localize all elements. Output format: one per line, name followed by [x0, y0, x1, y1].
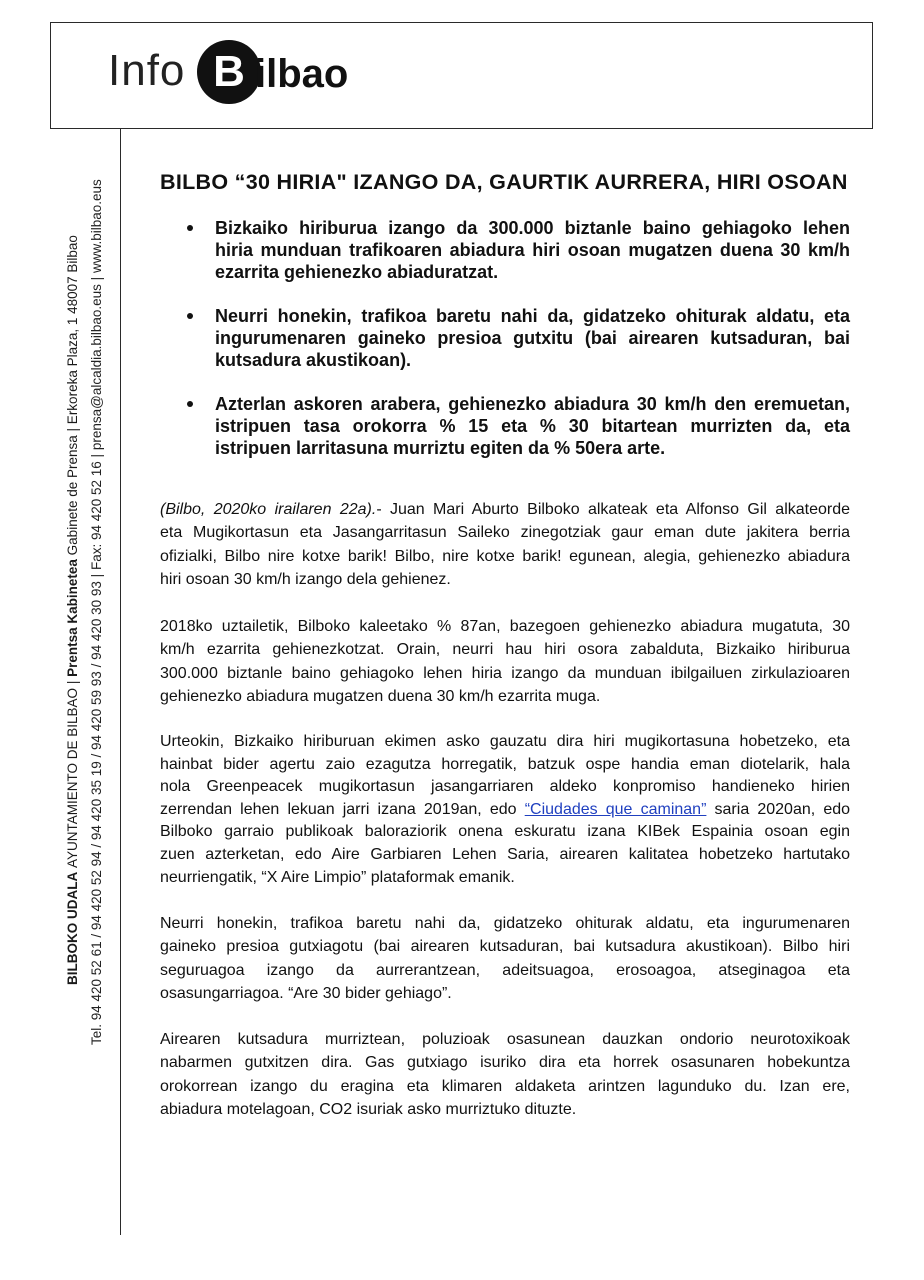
paragraph-line: eta Mugikortasun eta Jasangarritasun Saileko zinegotziak gaur eman dute jakitera berria — [160, 524, 850, 542]
paragraph-line: hainbat bider agertu zaio ezagutza horregatik, batzuk ospe handia eman diotelarik, hala — [160, 755, 850, 773]
separator: | — [89, 276, 104, 281]
paragraph-line: km/h ezarrita gehienezkotzat. Orain, neurri hau hiri osora zabalduta, Bizkaiko hiriburua — [160, 641, 850, 659]
paragraph-line: neurriengatik, “X Aire Limpio” plataformak emanik. — [160, 868, 515, 886]
ciudades-que-caminan-link[interactable]: “Ciudades que caminan” — [524, 800, 707, 818]
office-name-basque: Prentsa Kabinetea — [65, 559, 80, 677]
paragraph-line: Neurri honekin, trafikoa baretu nahi da, gidatzeko ohiturak aldatu, eta ingurumenaren — [160, 915, 850, 932]
paragraph-line: seguruagoa izango da aurrerantzean, adeitsuagoa, erosoagoa, atseginagoa eta — [160, 961, 850, 979]
logo-circle-initial: B — [197, 40, 261, 104]
paragraph-text: zerrendan lehen lekuan jarri izana 2019an, edo — [160, 800, 525, 818]
body-paragraph — [160, 615, 850, 708]
fax-number: Fax: 94 420 52 16 — [89, 461, 104, 571]
paragraph-line: hiri osoan 30 km/h izango dela gehienez. — [160, 570, 451, 588]
paragraph-line: Bilboko garraio publikoak baloraziorik onena eskuratu izana KIBek Espainia osoan egin — [160, 823, 850, 841]
paragraph-line: nabarmen gutxitzen dira. Gas gutxiago isuriko dira eta horrek osasunaren hobekuntza — [160, 1054, 850, 1072]
org-name-spanish: AYUNTAMIENTO DE BILBAO — [65, 687, 80, 868]
paragraph-line: nola Greenpeacek mugikortasun jasangarriaren aldeko konpromiso handieneko hirien — [160, 778, 850, 796]
paragraph-line: Urteokin, Bizkaiko hiriburuan ekimen asko gauzatu dira hiri mugikortasuna hobetzeko, eta — [160, 733, 850, 750]
highlight-item — [215, 305, 850, 371]
paragraph-line — [160, 498, 850, 521]
highlight-line: istripuen larritasuna murriztu egiten da % 50era arte. — [215, 438, 666, 458]
highlight-line: kutsadura akustikoan). — [215, 350, 412, 370]
paragraph-line: zuen azterketan, edo Aire Garbiaren Lehen Saria, airearen kalitatea hobetzeko hartutako — [160, 845, 850, 863]
highlight-line: Neurri honekin, trafikoa baretu nahi da, gidatzeko ohiturak aldatu, eta — [215, 306, 850, 326]
bullet-dot-icon — [187, 401, 193, 407]
paragraph-line: 300.000 biztanle baino gehiagoko lehen hiria izango da munduan ibilgailuen zirkulazioaren — [160, 664, 850, 682]
highlight-line: ezarrita gehienezko abiaduratzat. — [215, 262, 499, 282]
sidebar-org-info — [65, 150, 81, 985]
highlight-line: Bizkaiko hiriburua izango da 300.000 biztanle baino gehiagoko lehen — [215, 218, 850, 238]
highlight-item — [215, 217, 850, 283]
highlight-line: istripuen tasa orokorra % 15 eta % 30 bitartean murrizten da, eta — [215, 416, 850, 436]
highlight-line: ingurumenaren gaineko presioa gutxitu (bai airearen kutsaduran, bai — [215, 328, 850, 348]
body-paragraph — [160, 1028, 850, 1121]
highlight-item — [215, 393, 850, 459]
bullet-dot-icon — [187, 313, 193, 319]
bullet-dot-icon — [187, 225, 193, 231]
body-paragraph — [160, 912, 850, 1005]
sidebar-contact-info — [89, 150, 105, 1045]
separator: | — [89, 573, 104, 578]
paragraph-line: Airearen kutsadura murriztean, poluzioak osasunean dauzkan ondorio neurotoxikoak — [160, 1031, 850, 1048]
phone-numbers: Tel. 94 420 52 61 / 94 420 52 94 / 94 420 35 19 / 94 420 59 93 / 94 420 30 93 — [89, 581, 104, 1045]
highlight-line: hiria munduan trafikoaren abiadura hiri osoan mugatzen duena 30 km/h — [215, 240, 850, 260]
website-address: www.bilbao.eus — [89, 179, 104, 274]
sidebar-divider — [120, 129, 121, 1235]
separator: | — [89, 453, 104, 458]
paragraph-line: ofizialki, Bilbo nire kotxe barik! Bilbo, nire kotxe barik! egunean, alegia, gehienezko abiadura — [160, 547, 850, 565]
highlights-list — [215, 217, 850, 481]
page-title: BILBO “30 HIRIA" IZANGO DA, GAURTIK AURRERA, HIRI OSOAN — [160, 170, 848, 194]
paragraph-line: 2018ko uztailetik, Bilboko kaleetako % 87an, bazegoen gehienezko abiadura mugatuta, 30 — [160, 618, 850, 635]
paragraph-line: osasungarriagoa. “Are 30 bider gehiago”. — [160, 984, 452, 1002]
paragraph-line: orokorrean izango du eragina eta klimaren aldaketa arintzen lagunduko du. Izan ere, — [160, 1077, 850, 1095]
paragraph-line: gaineko presioa gutxiagotu (bai airearen kutsaduran, bai kutsadura akustikoan). Bilbo hiri — [160, 938, 850, 956]
body-paragraph — [160, 498, 850, 591]
logo-suffix-text: ilbao — [255, 52, 349, 96]
office-name-spanish: Gabinete de Prensa — [65, 435, 80, 556]
separator: | — [65, 680, 80, 685]
highlight-line: Azterlan askoren arabera, gehienezko abiadura 30 km/h den eremuetan, — [215, 394, 850, 414]
contact-email: prensa@alcaldia.bilbao.eus — [89, 284, 104, 451]
paragraph-line: abiadura motelagoan, CO2 isuriak asko murriztuko dituzte. — [160, 1100, 577, 1118]
separator: | — [65, 427, 80, 432]
postal-address: Erkoreka Plaza, 1 48007 Bilbao — [65, 235, 80, 425]
paragraph-line: gehienezko abiadura mugatzen duena 30 km/h ezarrita muga. — [160, 687, 601, 705]
paragraph-text: saria 2020an, edo — [706, 800, 851, 818]
paragraph-text: - Juan Mari Aburto Bilboko alkateak eta Alfonso Gil alkateorde — [376, 501, 851, 518]
org-name-basque: BILBOKO UDALA — [65, 871, 80, 985]
body-paragraph — [160, 731, 850, 889]
dateline: (Bilbo, 2020ko irailaren 22a). — [160, 501, 377, 518]
paragraph-line — [160, 799, 850, 822]
logo-prefix-text: Info — [108, 46, 186, 95]
